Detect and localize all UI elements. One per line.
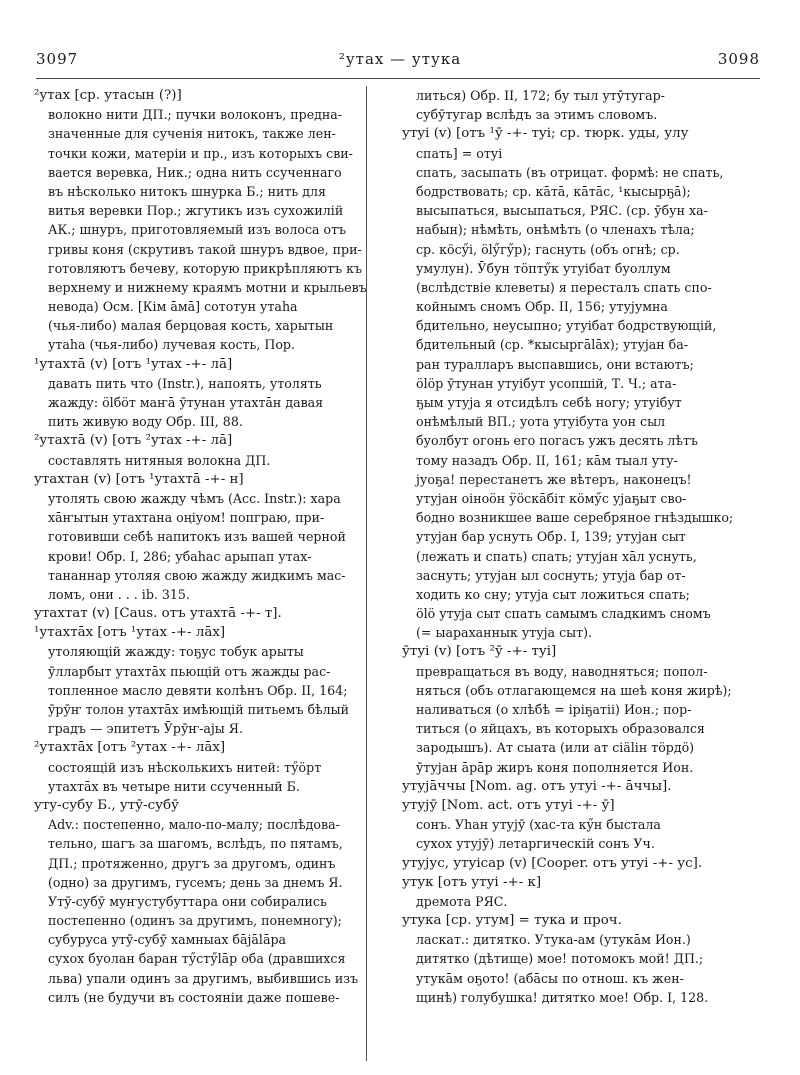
entry-text-line: буолбут огонь его погасъ ужъ десять лѣтъ	[416, 433, 698, 449]
entry-text-line: АК.; шнуръ, приготовляемый изъ волоса отъ	[48, 222, 347, 238]
entry-headword-line: утуjус, утуісар (v) [Cooper. отъ утуі -+- ус].	[402, 855, 703, 871]
column-divider	[366, 86, 367, 1061]
entry-text-line: силъ (не будучи въ состояніи даже пошеве-	[48, 989, 340, 1005]
entry-text-line: онѣмѣлый ВП.; уота утуібута уон сыл	[416, 414, 666, 430]
entry-text-line: субуруса утӯ-субӯ хамныах бājālāра	[48, 932, 287, 948]
left-column	[34, 86, 376, 1007]
entry-text-line: заснуть; утуjан ыл соснуть; утуjа бар от-	[416, 567, 686, 583]
entry-text-line: утуjан бар уснуть Обр. I, 139; утуjан сыт	[416, 529, 686, 545]
entry-text-line: няться (объ отлагающемся на шеѣ коня жирѣ);	[416, 682, 732, 698]
entry-text-line: утукāм оҕото! (абāсы по отнош. къ жен-	[416, 970, 684, 986]
entry-text-line: постепенно (одинъ за другимъ, понемногу);	[48, 913, 342, 929]
entry-text-line: койнымъ сномъ Обр. II, 156; утуjумна	[416, 299, 668, 315]
entry-text-line: jуоҕа! перестанетъ же вѣтеръ, наконецъ!	[416, 471, 692, 487]
entry-headword-line: утахтат (v) [Caus. отъ утахтā -+- т].	[34, 606, 282, 622]
entry-text-line: ӯтуjан āрāр жиръ коня пополняется Ион.	[416, 759, 694, 775]
entry-text-line: (= ыараханнык утуjа сыт).	[416, 625, 593, 641]
entry-text-line: (лежать и спать) спать; утуjан хāл уснуть,	[416, 548, 697, 564]
entry-text-line: ДП.; протяженно, другъ за другомъ, одинъ	[48, 855, 336, 871]
entry-headword-line: утуі (v) [отъ ¹ӯ -+- туі; ср. тюрк. уды, улу	[402, 126, 689, 142]
entry-text-line: ӧlӧ утуjа сыт спать самымъ сладкимъ сномъ	[416, 606, 711, 622]
entry-text-line: пить живую воду Обр. III, 88.	[48, 414, 243, 430]
entry-text-line: ӯлларбыт утахтāх пьющій отъ жажды рас-	[48, 663, 331, 679]
entry-text-line: бодно возникшее ваше серебряное гнѣздышко;	[416, 510, 734, 526]
entry-headword-line: ӯтуі (v) [отъ ²ӯ -+- туі]	[402, 644, 557, 660]
entry-text-line: набын); нѣмѣть, онѣмѣть (о членахъ тѣла;	[416, 222, 695, 238]
entry-headword-line: утахтан (v) [отъ ¹утахтā -+- н]	[34, 471, 244, 487]
entry-text-line: тому назадъ Обр. II, 161; кāм тыал уту-	[416, 452, 678, 468]
entry-text-line: значенные для сученія нитокъ, также лен-	[48, 126, 336, 142]
entry-text-line: тельно, шагъ за шагомъ, вслѣдъ, по пятамъ,	[48, 836, 343, 852]
entry-text-line: сонъ. Уһан утуjӯ (хас-та кӳн быстала	[416, 817, 661, 833]
entry-headword-line: ²утах [ср. утасын (?)]	[34, 88, 182, 103]
entry-headword-line: ²утахтāх [отъ ²утах -+- лāх]	[34, 740, 226, 756]
entry-text-line: ран туралларъ выспавшись, они встаютъ;	[416, 356, 694, 372]
entry-text-line: превращаться въ воду, наводняться; попол-	[416, 663, 708, 679]
entry-text-line: ҕым утуjа я отсидѣлъ себѣ ногу; утуібут	[416, 395, 682, 410]
entry-text-line: въ нѣсколько нитокъ шнурка Б.; нить для	[48, 183, 326, 199]
entry-text-line: Adv.: постепенно, мало-по-малу; послѣдова-	[48, 817, 340, 833]
entry-text-line: состоящій изъ нѣсколькихъ нитей: тӳӧрт	[48, 759, 322, 775]
entry-text-line: утуjан оіноӧн ӱӧскāбіт кӧмӳс уjаҕыт сво-	[416, 490, 687, 506]
entry-text-line: дремота РЯС.	[416, 893, 508, 909]
entry-text-line: сухох утуjӯ) летаргическій сонъ Уч.	[416, 836, 655, 852]
entry-text-line: Утӯ-субӯ муҥустубуттара они собирались	[48, 893, 327, 909]
entry-text-line: (вслѣдствіе клеветы) я пересталъ спать спо-	[416, 279, 712, 295]
page-header	[0, 50, 800, 74]
entry-text-line: спать, засыпать (въ отрицат. формѣ: не спать,	[416, 164, 724, 180]
entry-text-line: крови! Обр. I, 286; убаһас арыпап утах-	[48, 548, 312, 564]
entry-headword-line: уту-субу Б., утӯ-субӯ	[34, 797, 179, 813]
entry-text-line: составлять нитяныя волокна ДП.	[48, 452, 271, 468]
entry-text-line: литься) Обр. II, 172; бу тыл утӯтугар-	[416, 88, 665, 103]
right-column	[402, 86, 760, 1007]
entry-headword-line: утука [ср. утум] = тука и проч.	[402, 913, 622, 929]
entry-headword-line: ²утахтā (v) [отъ ²утах -+- лā]	[34, 433, 233, 449]
entry-text-line: бдительно, неусыпно; утуібат бодрствующій,	[416, 318, 717, 334]
entry-text-line: ср. кӧсӳі, ӧlӳгӳр); гаснуть (объ огнѣ; ср.	[416, 241, 680, 257]
entry-text-line: бодрствовать; ср. кāтā, кāтāс, ¹кысырҕā);	[416, 183, 691, 199]
entry-text-line: спать] = отуі	[416, 145, 503, 161]
entry-text-line: хāҥытын утахтана оңіуом! попграю, при-	[48, 510, 325, 526]
header-rule	[36, 78, 760, 79]
entry-text-line: (чья-либо) малая берцовая кость, харытын	[48, 318, 334, 334]
entry-text-line: витья веревки Пор.; жгутикъ изъ сухожилій	[48, 203, 344, 219]
entry-text-line: сухох буолан баран тӳстӳlāр оба (дравшихся	[48, 951, 346, 967]
entry-text-line: (одно) за другимъ, гусемъ; день за днемъ Я.	[48, 874, 343, 890]
entry-headword-line: утук [отъ утуі -+- к]	[402, 874, 542, 890]
entry-headword-line: утуjӯ [Nom. act. отъ утуі -+- ӯ]	[402, 797, 615, 813]
entry-text-line: наливаться (о хлѣбѣ = іріҕатіі) Ион.; пор-	[416, 702, 692, 717]
entry-text-line: ломъ, они . . . ib. 315.	[48, 586, 190, 602]
entry-text-line: дитятко (дѣтище) мое! потомокъ мой! ДП.;	[416, 951, 704, 967]
entry-text-line: верхнему и нижнему краямъ мотни и крыльевъ	[48, 279, 367, 295]
entry-text-line: титься (о яйцахъ, въ которыхъ образовался	[416, 721, 705, 737]
entry-text-line: готовляютъ бечеву, которую прикрѣпляютъ къ	[48, 260, 363, 276]
entry-headword-line: ¹утахтā (v) [отъ ¹утах -+- лā]	[34, 356, 233, 372]
entry-text-line: ласкат.: дитятко. Утука-ам (утукāм Ион.)	[416, 932, 691, 948]
entry-text-line: ӧlӧр ӯтунан утуібут усопшій, Т. Ч.; ата-	[416, 375, 677, 391]
entry-text-line: давать пить что (Instr.), напоять, утолять	[48, 375, 322, 391]
running-title: ²утах — утука	[338, 50, 462, 68]
entry-text-line: точки кожи, матеріи и пр., изъ которыхъ сви-	[48, 145, 353, 161]
entry-text-line: утахтāх въ четыре нити ссученный Б.	[48, 778, 300, 794]
entry-text-line: волокно нити ДП.; пучки волоконъ, предна-	[48, 107, 343, 123]
entry-text-line: зародышъ). Ат сыата (или ат сіälін тӧрдӧ)	[416, 740, 695, 756]
entry-text-line: гривы коня (скрутивъ такой шнуръ вдвое, при-	[48, 241, 362, 257]
entry-text-line: льва) упали одинъ за другимъ, выбившись изъ	[48, 970, 359, 986]
entry-text-line: умулун). Ӯбун тӧптӳк утуібат буоллум	[416, 260, 671, 276]
entry-text-line: градъ — эпитетъ Ӯрӯҥ-аjы Я.	[48, 721, 243, 737]
entry-text-line: ходить ко сну; утуjа сыт ложиться спать;	[416, 586, 690, 602]
entry-text-line: утаһа (чья-либо) лучевая кость, Пор.	[48, 337, 295, 353]
entry-text-line: вается веревка, Ник.; одна нить ссученнаго	[48, 164, 342, 180]
entry-text-line: жажду: ӧlбӧт маҥā ӯтунан утахтāн давая	[48, 395, 324, 410]
entry-text-line: невода) Осм. [Кім āмā] сототун утаһа	[48, 299, 298, 315]
entry-headword-line: утуjāччы [Nom. ag. отъ утуі -+- āччы].	[402, 778, 672, 794]
entry-text-line: ӯрӯҥ толон утахтāх имѣющій питьемъ бѣлый	[48, 702, 350, 717]
entry-text-line: топленное масло девяти колѣнъ Обр. II, 164;	[48, 682, 348, 698]
page-number-right: 3098	[717, 50, 760, 68]
entry-text-line: утолять свою жажду чѣмъ (Acc. Instr.): хара	[48, 490, 341, 506]
entry-text-line: готовивши себѣ напитокъ изъ вашей черной	[48, 529, 346, 545]
page-number-left: 3097	[36, 50, 79, 68]
entry-text-line: высыпаться, высыпаться, РЯС. (ср. ӯбун ха-	[416, 203, 708, 219]
entry-headword-line: ¹утахтāх [отъ ¹утах -+- лāх]	[34, 625, 226, 641]
entry-text-line: тананнар утоляя свою жажду жидкимъ мас-	[48, 567, 346, 583]
entry-text-line: щинѣ) голубушка! дитятко мое! Обр. I, 128.	[416, 989, 709, 1005]
entry-text-line: утоляющій жажду: тоҕус тобук арыты	[48, 644, 304, 660]
entry-text-line: бдительный (ср. *кысыргālāх); утуjан ба-	[416, 337, 689, 353]
entry-text-line: субӯтугар вслѣдъ за этимъ словомъ.	[416, 107, 658, 123]
